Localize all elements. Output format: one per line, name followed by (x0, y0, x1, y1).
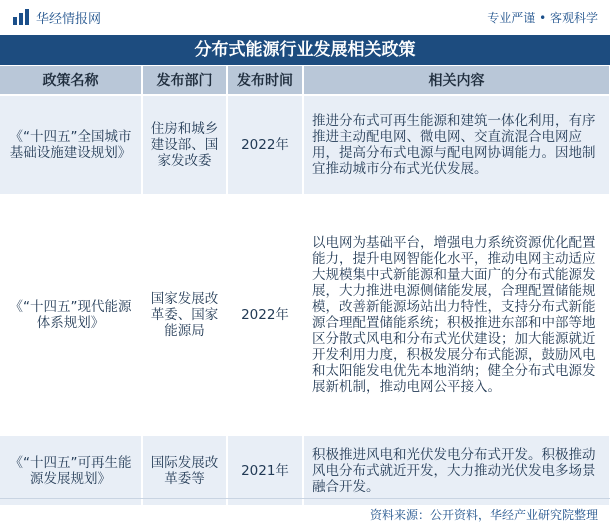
policy-department: 住房和城乡建设部、国家发改委 (142, 95, 227, 195)
policy-content: 推进分布式可再生能源和建筑一体化利用，有序推进主动配电网、微电网、交直流混合电网应用，提高分布式电源与配电网协调能力。因地制宜推动城市分布式光伏发展。 (303, 95, 610, 195)
column-header-department: 发布部门 (142, 66, 227, 95)
column-header-content: 相关内容 (303, 66, 610, 95)
policy-content: 积极推进风电和光伏发电分布式开发。积极推动风电分布式就近开发，大力推动光伏发电多场景融合开发。 (303, 435, 610, 505)
table-header-row (0, 66, 610, 95)
table-row (0, 435, 610, 505)
policy-table (0, 66, 610, 505)
page-title: 分布式能源行业发展相关政策 (194, 40, 416, 60)
policy-name: 《“十四五”全国城市基础设施建设规划》 (0, 95, 142, 195)
policy-content: 以电网为基础平台，增强电力系统资源优化配置能力，提升电网智能化水平，推动电网主动适应大规模集中式新能源和量大面广的分布式能源发展，大力推进电源侧储能发展，合理配置储能规模，改善新能源场站出力特性，支持分布式新能源合理配置储能系统；积极推进东部和中部等地区分散式风电和分布式光伏建设；加大能源就近开发利用力度，积极发展分布式能源，鼓励风电和太阳能发电优先本地消纳；健全分布式电源发展新机制，推动电网公平接入。 (303, 195, 610, 435)
policy-name: 《“十四五”现代能源体系规划》 (0, 195, 142, 435)
table-row (0, 95, 610, 195)
table-row (0, 195, 610, 435)
slogan: 专业严谨 • 客观科学 (487, 11, 598, 25)
top-bar (0, 0, 610, 34)
policy-year: 2022年 (227, 95, 303, 195)
policy-department: 国际发展改革委等 (142, 435, 227, 505)
policy-department: 国家发展改革委、国家能源局 (142, 195, 227, 435)
bar-chart-logo-icon (12, 9, 30, 25)
footer-divider (0, 498, 610, 499)
column-header-name: 政策名称 (0, 66, 142, 95)
brand-name: 华经情报网 (36, 12, 102, 27)
title-bar (0, 35, 610, 65)
source-note: 资料来源：公开资料，华经产业研究院整理 (369, 508, 598, 522)
policy-year: 2022年 (227, 195, 303, 435)
policy-name: 《“十四五”可再生能源发展规划》 (0, 435, 142, 505)
policy-year: 2021年 (227, 435, 303, 505)
column-header-year: 发布时间 (227, 66, 303, 95)
